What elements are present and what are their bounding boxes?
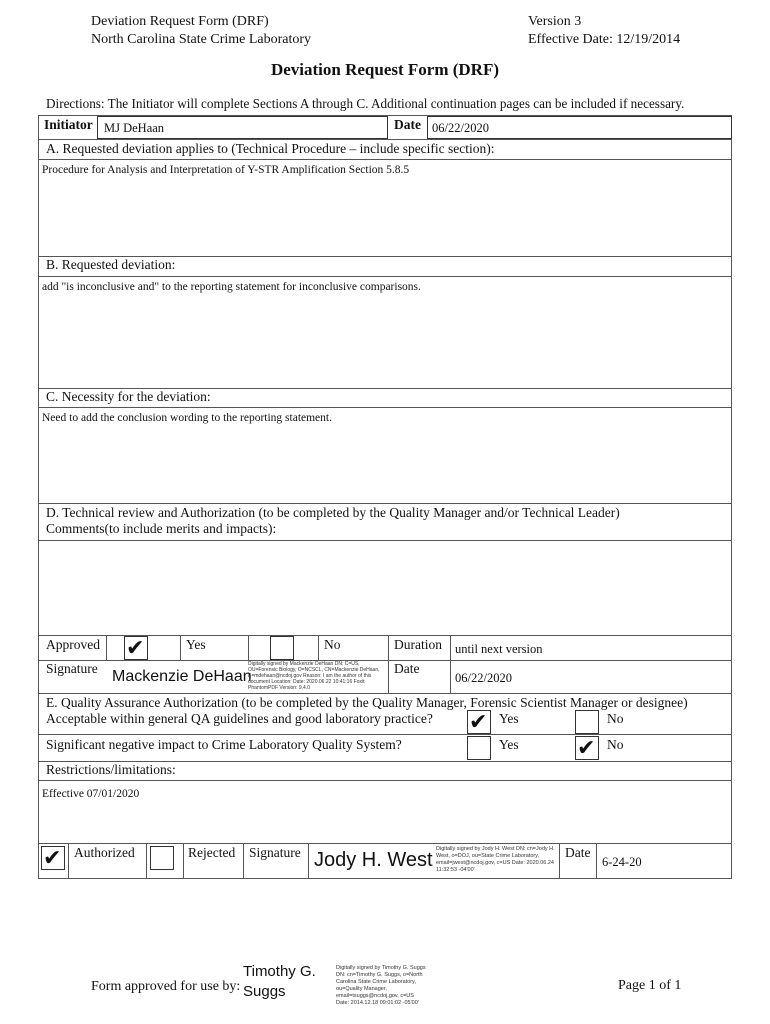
divider [318,635,319,661]
divider [248,635,249,661]
signature-details: Digitally signed by Mackenzie DeHaan DN: C=US, OU=Forensic Biology, O=NCSCL, CN=Mackenzie DeHaan, E=mdehaan@ncdoj.gov Reason: I am the author of this document Location: Date: 2020.06.22 10:41:16 Foxit PhantomPDF Version: 9.4.0 [248,661,380,691]
approver-name-line1[interactable]: Timothy G. [243,963,316,980]
authorized-label: Authorized [74,845,135,860]
divider [38,843,732,844]
divider [38,503,732,504]
section-a-heading: A. Requested deviation applies to (Technical Procedure – include specific section): [46,141,495,156]
section-e-heading: E. Quality Assurance Authorization (to be completed by the Quality Manager, Forensic Scientist Manager or designee) [46,695,688,710]
header-lab-name: North Carolina State Crime Laboratory [91,32,312,47]
divider [243,843,244,879]
check-icon: ✔ [577,736,596,761]
divider [183,843,184,879]
directions-text: Directions: The Initiator will complete Sections A through C. Additional continuation pages can be included if necessary. [46,96,685,111]
divider [596,843,597,879]
check-icon: ✔ [43,846,62,871]
divider [38,734,732,735]
divider [38,407,732,408]
section-d-comments-label: Comments(to include merits and impacts): [46,521,277,536]
divider [388,635,389,693]
divider [38,660,732,661]
divider [68,843,69,879]
restrictions-text: Effective 07/01/2020 [42,788,140,800]
rejected-label: Rejected [188,845,236,860]
approver-details: Digitally signed by Timothy G. Suggs DN: cn=Timothy G. Suggs, o=North Carolina State Crime Laboratory, ou=Quality Manager, email=tsuggs@ncdoj.gov, c=US Date: 2014.12.18 09:01:02 -05'00' [336,965,426,1006]
jody-signature-details: Digitally signed by Jody H. West DN: cn=Jody H. West, o=DOJ, ou=State Crime Laboratory, email=jwest@ncdoj.gov, c=US Date: 2020.06.24 11:32:53 -04'00' [436,846,555,873]
approved-no-checkbox[interactable] [270,636,294,660]
approved-yes-label: Yes [186,637,206,652]
divider [38,139,732,140]
section-c-heading: C. Necessity for the deviation: [46,389,211,404]
e-signature-label: Signature [249,845,301,860]
header-version: Version 3 [528,14,582,29]
signature-mackenzie-dehaan[interactable]: Mackenzie DeHaan [112,668,252,685]
rejected-checkbox[interactable] [150,846,174,870]
divider [146,843,147,879]
divider [106,635,107,661]
approved-label: Approved [46,637,100,652]
q2-yes-label: Yes [499,737,519,752]
qa-question-1: Acceptable within general QA guidelines and good laboratory practice? [46,711,433,726]
signature-date-label: Date [394,661,420,676]
e-date-label: Date [565,845,591,860]
divider [308,843,309,879]
section-d-heading: D. Technical review and Authorization (to be completed by the Quality Manager and/or Technical Leader) [46,505,620,520]
q1-yes-label: Yes [499,711,519,726]
approved-no-label: No [324,637,341,652]
section-a-text: Procedure for Analysis and Interpretation of Y-STR Amplification Section 5.8.5 [42,164,410,176]
q1-no-checkbox[interactable] [575,710,599,734]
approver-name-line2[interactable]: Suggs [243,983,286,1000]
signature-jody-west[interactable]: Jody H. West [314,849,433,871]
qa-question-2: Significant negative impact to Crime Laboratory Quality System? [46,737,402,752]
section-c-text: Need to add the conclusion wording to the reporting statement. [42,412,332,424]
duration-value: until next version [455,642,543,656]
header-effective-date: Effective Date: 12/19/2014 [528,32,681,47]
divider [38,540,732,541]
section-b-text: add "is inconclusive and" to the reporting statement for inconclusive comparisons. [42,281,421,293]
q2-no-label: No [607,737,624,752]
authorized-checkbox[interactable] [41,846,65,870]
page-number: Page 1 of 1 [618,978,682,993]
q2-yes-checkbox[interactable] [467,736,491,760]
signature-label: Signature [46,661,98,676]
divider [38,276,732,277]
duration-label: Duration [394,637,442,652]
header-form-name: Deviation Request Form (DRF) [91,14,269,29]
initiator-label: Initiator [44,117,93,132]
divider [450,635,451,693]
approved-yes-checkbox[interactable] [124,636,148,660]
page-title: Deviation Request Form (DRF) [270,60,500,79]
form-approved-label: Form approved for use by: [91,979,241,994]
divider [559,843,560,879]
restrictions-label: Restrictions/limitations: [46,762,176,777]
signature-date-value: 06/22/2020 [455,671,512,685]
divider [38,159,732,160]
divider [38,693,732,694]
q1-no-label: No [607,711,624,726]
e-date-value: 6-24-20 [602,855,642,869]
check-icon: ✔ [469,710,488,735]
divider [38,780,732,781]
divider [180,635,181,661]
q1-yes-checkbox[interactable] [467,710,491,734]
section-b-heading: B. Requested deviation: [46,257,176,272]
initiator-value: MJ DeHaan [104,121,165,135]
check-icon: ✔ [126,636,145,661]
initiator-date-value: 06/22/2020 [432,121,489,135]
q2-no-checkbox[interactable] [575,736,599,760]
initiator-date-label: Date [394,117,421,132]
